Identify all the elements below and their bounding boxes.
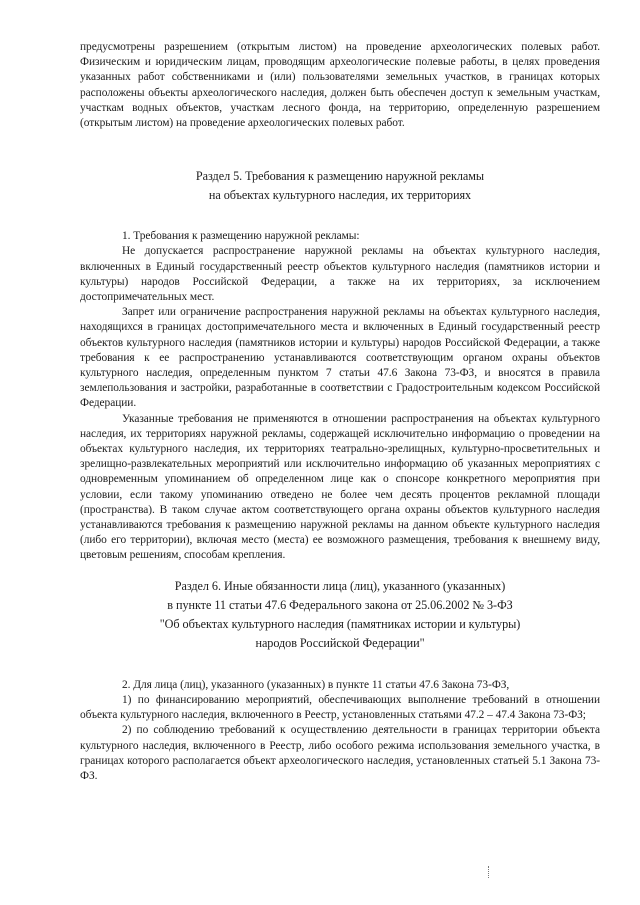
spacer: [80, 205, 600, 229]
section-6-title-line-2: в пункте 11 статьи 47.6 Федерального закона от 25.06.2002 № 3-ФЗ: [167, 597, 513, 612]
spacer: [80, 564, 600, 577]
spacer: [80, 131, 600, 167]
section-6-paragraph-1: 1) по финансированию мероприятий, обеспечивающих выполнение требований в отношении объекта культурного наследия, включенного в Реестр, установленных статьями 47.2 – 47.4 Закона 73-ФЗ;: [80, 693, 600, 722]
section-6-title-line-3: "Об объектах культурного наследия (памятниках истории и культуры): [159, 616, 521, 631]
section-6-title-line-4: народов Российской Федерации": [255, 635, 425, 650]
section-5-title-line-1: Раздел 5. Требования к размещению наружной рекламы: [195, 169, 485, 184]
section-5-paragraph-2: Запрет или ограничение распространения наружной рекламы на объектах культурного наследия, находящихся в границах достопримечательного места и включенных в Единый государственный реестр объектов культурного наследия (памятников истории и культуры) народов Российской Федерации, а также требования к ее распространению устанавливаются соответствующим органом охраны объектов культурного наследия, определенным пунктом 7 статьи 47.6 Закона 73-ФЗ, и вносятся в правила землепользования и застройки, разработанные в соответствии с Градостроительным кодексом Российской Федерации.: [80, 306, 600, 410]
section-6-item-2: 2. Для лица (лиц), указанного (указанных) в пункте 11 статьи 47.6 Закона 73-ФЗ,: [122, 678, 510, 691]
section-5-paragraph-3: Указанные требования не применяются в отношении распространения на объектах культурного наследия, их территориях наружной рекламы, содержащей исключительно информацию о проведении на объектах культурного наследия, их территориях театрально-зрелищных, культурно-просветительных и зрелищно-развлекательных мероприятий или исключительно информацию об указанных мероприятиях с одновременным упоминанием об определенном лице как о спонсоре конкретного мероприятия при условии, если такому упоминанию отведено не более чем десять процентов рекламной площади (пространства). В таком случае актом соответствующего органа охраны объектов культурного наследия устанавливаются требования к размещению наружной рекламы на данном объекте культурного наследия (либо его территории), включая место (места) ее возможного размещения, требования к внешнему виду, цветовым решениям, способам крепления.: [80, 412, 600, 562]
section-5-title-line-2: на объектах культурного наследия, их территориях: [208, 188, 472, 203]
spacer: [80, 653, 600, 678]
section-5-paragraph-1: Не допускается распространение наружной рекламы на объектах культурного наследия, включенных в Единый государственный реестр объектов культурного наследия (памятников истории и культуры) народов Российской Федерации, а также на их территориях, за исключением достопримечательных мест.: [80, 245, 600, 304]
scan-margin-mark: [488, 866, 492, 878]
paragraph-archaeology-access: предусмотрены разрешением (открытым листом) на проведение археологических полевых работ. Физическим и юридическим лицам, проводящим археологические полевые работы, в целях проведения указанных работ собственниками и (или) пользователями земельных участков, в границах которых расположены объекты археологического наследия, должен быть обеспечен доступ к земельным участкам, участкам водных объектов, участкам лесного фонда, на территорию, определенную разрешением (открытым листом) на проведение археологических полевых работ.: [80, 41, 600, 130]
section-5-item-1: 1. Требования к размещению наружной рекламы:: [122, 230, 360, 243]
section-6-title-line-1: Раздел 6. Иные обязанности лица (лиц), указанного (указанных): [174, 578, 506, 593]
section-6-paragraph-2: 2) по соблюдению требований к осуществлению деятельности в границах территории объекта культурного наследия, включенного в Реестр, либо особого режима использования земельного участка, в границах которого располагается объект археологического наследия, установленных статьей 5.1 Закона 73-ФЗ.: [80, 724, 600, 782]
